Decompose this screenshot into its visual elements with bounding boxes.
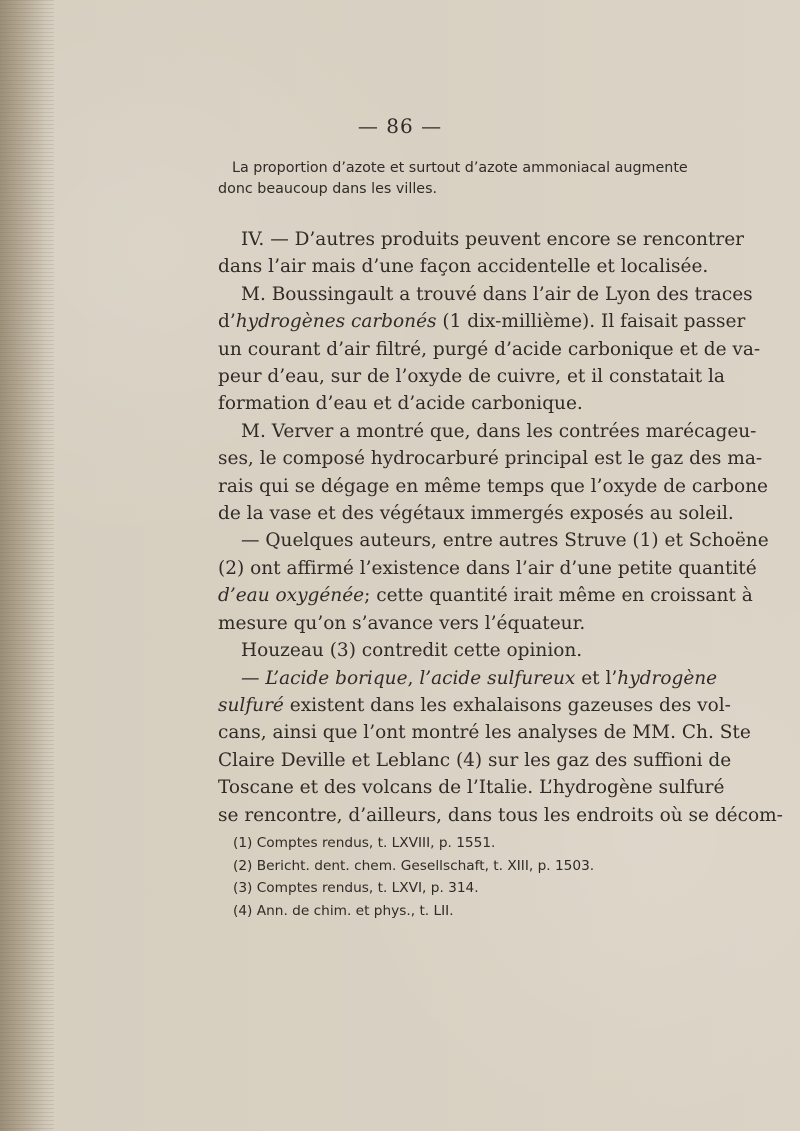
sulfure-term: sulfuré	[218, 694, 284, 716]
hydrogenes-carbones-term: hydrogènes carbonés	[235, 311, 437, 333]
acide-borique-term: L’acide borique	[265, 667, 408, 689]
verver-line-4: de la vase et des végétaux immergés exposés au soleil.	[218, 503, 734, 525]
volcanic-gases-line-6: se rencontre, d’ailleurs, dans tous les endroits où se décom-	[218, 804, 783, 826]
acide-sulfureux-term: l’acide sulfureux	[419, 667, 576, 689]
hydrogene-term: hydrogène	[617, 667, 718, 689]
footnote-2: (2) Bericht. dent. chem. Gesellschaft, t. XIII, p. 1503.	[233, 857, 595, 874]
verver-line-3: rais qui se dégage en même temps que l’oxyde de carbone	[218, 475, 768, 497]
paragraph-iv-line-1: IV. — D’autres produits peuvent encore se rencontrer	[241, 229, 745, 250]
authors-line-2: (2) ont affirmé l’existence dans l’air d’une petite quantité	[218, 557, 757, 579]
volcanic-gases-line-3: cans, ainsi que l’ont montré les analyses de MM. Ch. Ste	[218, 722, 751, 744]
volcanic-gases-line-2	[218, 692, 731, 719]
boussingault-line-3: un courant d’air filtré, purgé d’acide carbonique et de va-	[218, 338, 761, 360]
intro-paragraph	[218, 158, 688, 200]
volcanic-gases-separator-1: ,	[407, 667, 420, 689]
footnote-4: (4) Ann. de chim. et phys., t. LII.	[233, 902, 454, 919]
intro-line-2: donc beaucoup dans les villes.	[218, 181, 438, 197]
volcanic-gases-line-4: Claire Deville et Leblanc (4) sur les gaz des suffioni de	[218, 749, 732, 771]
boussingault-line-5: formation d’eau et d’acide carbonique.	[218, 393, 583, 415]
paragraph-iv-line-2: dans l’air mais d’une façon accidentelle et localisée.	[218, 256, 709, 278]
authors-line-1: — Quelques auteurs, entre autres Struve (1) et Schoëne	[241, 530, 769, 552]
intro-line-1: La proportion d’azote et surtout d’azote ammoniacal augmente	[232, 160, 688, 176]
volcanic-gases-line-1-prefix: —	[241, 667, 266, 689]
volcanic-gases-separator-2: et l’	[575, 667, 618, 689]
verver-line-2: ses, le composé hydrocarburé principal est le gaz des ma-	[218, 448, 763, 470]
volcanic-gases-line-5: Toscane et des volcans de l’Italie. L’hydrogène sulfuré	[218, 777, 725, 799]
boussingault-line-2-prefix: d’	[218, 311, 236, 333]
authors-line-3-suffix: ; cette quantité irait même en croissant à	[364, 585, 753, 607]
authors-line-4: mesure qu’on s’avance vers l’équateur.	[218, 612, 586, 634]
boussingault-line-4: peur d’eau, sur de l’oxyde de cuivre, et il constatait la	[218, 366, 725, 388]
boussingault-line-2	[218, 308, 746, 335]
boussingault-line-1: M. Boussingault a trouvé dans l’air de Lyon des traces	[241, 283, 753, 305]
verver-line-1: M. Verver a montré que, dans les contrées marécageu-	[241, 420, 757, 442]
volcanic-gases-line-2-suffix: existent dans les exhalaisons gazeuses des vol-	[283, 694, 731, 716]
volcanic-gases-line-1	[218, 665, 718, 692]
boussingault-line-2-suffix: (1 dix-millième). Il faisait passer	[436, 311, 746, 333]
page-number: — 86 —	[357, 114, 443, 138]
footnote-3: (3) Comptes rendus, t. LXVI, p. 314.	[233, 880, 479, 896]
authors-line-3	[218, 582, 753, 609]
footnotes	[233, 832, 653, 922]
eau-oxygenee-term: d’eau oxygénée	[218, 585, 365, 607]
houzeau-line: Houzeau (3) contredit cette opinion.	[241, 640, 583, 662]
main-body-text	[218, 226, 783, 829]
footnote-1: (1) Comptes rendus, t. LXVIII, p. 1551.	[233, 835, 496, 851]
